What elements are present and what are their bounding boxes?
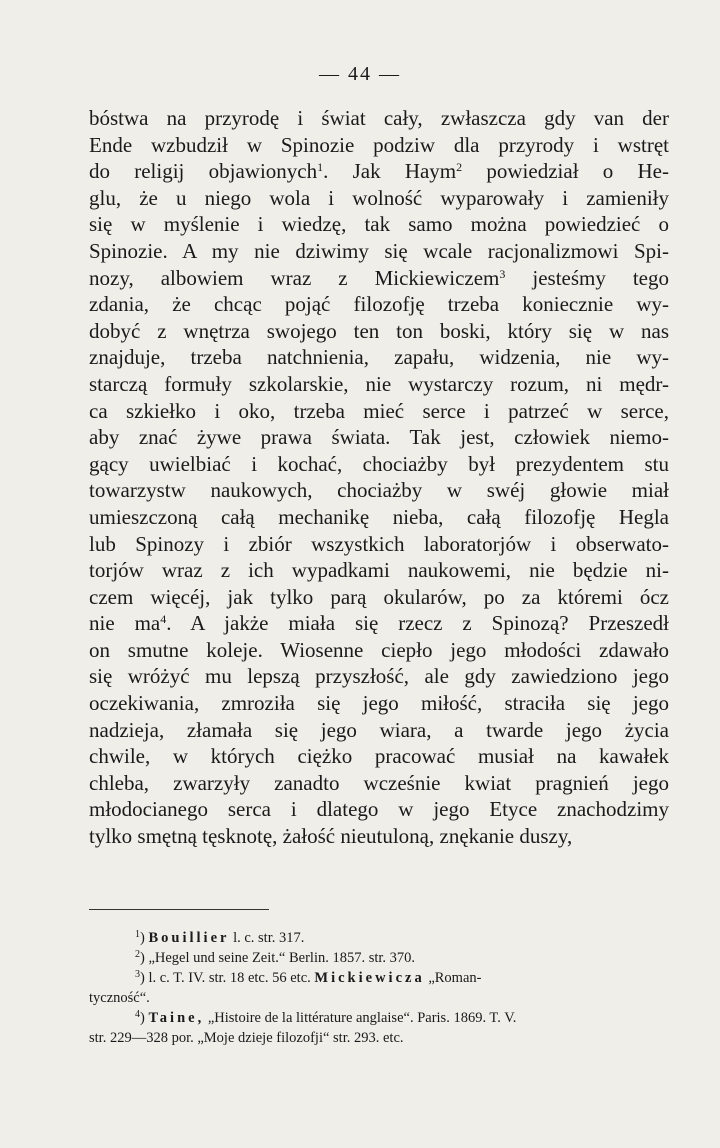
footnote-2: $^2$) „Hegel und seine Zeit.“ Berlin. 1857. str. 370.: [135, 949, 416, 966]
text-line: aby znać żywe prawa świata. Tak jest, człowiek niemo-: [89, 425, 669, 450]
text-line: dobyć z wnętrza swojego ten ton boski, który się w nas: [89, 318, 669, 343]
author-name: Taine,: [148, 1010, 205, 1026]
text-line: bóstwa na przyrodę i świat cały, zwłaszcza gdy van der: [89, 106, 669, 130]
footnote-text: „Roman-: [428, 970, 482, 986]
author-name: Bouillier: [148, 930, 230, 946]
text-line-part: . A jakże miała się rzecz z Spinozą? Przeszedł: [166, 611, 669, 636]
text-line: nadzieja, złamała się jego wiara, a twarde jego życia: [89, 717, 669, 742]
text-line: [89, 265, 669, 292]
footnote-marker: 2: [135, 949, 140, 960]
text-line-part: powiedział o He-: [462, 159, 669, 184]
text-line: starczą formuły szkolarskie, nie wystarczy rozum, ni mędr-: [89, 371, 669, 396]
footnote-divider: [89, 909, 269, 910]
text-line-part: nie ma: [89, 611, 161, 636]
footnote-3: $^3$) l. c. T. IV. str. 18 etc. 56 etc. Mickiewicza „Roman-: [135, 969, 482, 986]
text-line-part: do religij objawionych: [89, 159, 318, 184]
footnote-ref: 1: [317, 160, 324, 175]
text-line: ca szkiełko i oko, trzeba mieć serce i patrzeć w serce,: [89, 398, 669, 423]
text-line: chleba, zwarzyły zanadto wcześnie kwiat pragnień jego: [89, 770, 669, 795]
text-line: torjów wraz z ich wypadkami naukowemi, nie będzie ni-: [89, 558, 669, 583]
footnote-text: „Histoire de la littérature anglaise“. Paris. 1869. T. V.: [207, 1010, 517, 1026]
footnote-1: $^1$) Bouillier l. c. str. 317.: [135, 929, 305, 946]
footnote-4-cont: str. 229—328 por. „Moje dzieje filozofji“ str. 293. etc.: [89, 1030, 404, 1046]
text-line: towarzystw naukowych, chociażby w swéj głowie miał: [89, 478, 669, 503]
text-line: umieszczoną całą mechanikę nieba, całą filozofję Hegla: [89, 504, 669, 529]
text-line: Ende wzbudził w Spinozie podziw dla przyrody i wstręt: [89, 132, 669, 157]
text-line: tylko smętną tęsknotę, żałość nieutuloną, znękanie duszy,: [89, 824, 573, 849]
footnote-ref: 3: [499, 266, 506, 281]
footnote-3-cont: tyczność“.: [89, 990, 150, 1006]
footnote-4: $^4$) Taine, „Histoire de la littérature anglaise“. Paris. 1869. T. V.: [135, 1009, 517, 1026]
text-line: gący uwielbiać i kochać, chociażby był prezydentem stu: [89, 451, 669, 476]
text-line: znajduje, trzeba natchnienia, zapału, widzenia, nie wy-: [89, 345, 669, 370]
footnote-marker: 4: [135, 1009, 140, 1020]
text-line-part: . Jak Haym: [323, 159, 457, 184]
main-text: [89, 105, 669, 850]
text-line: Spinozie. A my nie dziwimy się wcale racjonalizmowi Spi-: [89, 238, 669, 263]
footnote-ref: 2: [456, 160, 463, 175]
author-name: Mickiewicza: [314, 970, 425, 986]
footnote-text: l. c. T. IV. str. 18 etc. 56 etc.: [148, 970, 311, 986]
text-line: lub Spinozy i zbiór wszystkich laboratorjów i obserwato-: [89, 531, 669, 556]
text-line: czem więcéj, jak tylko parą okularów, po za któremi ócz: [89, 584, 669, 609]
footnote-marker: 1: [135, 929, 140, 940]
text-line: [89, 610, 669, 637]
text-line: on smutne koleje. Wiosenne ciepło jego młodości zdawało: [89, 637, 669, 662]
footnotes: [89, 928, 669, 1048]
footnote-marker: 3: [135, 969, 140, 980]
text-line: glu, że u niego wola i wolność wyparowały i zamieniły: [89, 185, 669, 210]
text-line: się w myślenie i wiedzę, tak samo można powiedzieć o: [89, 212, 669, 237]
footnote-text: l. c. str. 317.: [229, 930, 305, 946]
text-line: [89, 158, 669, 185]
text-line: zdania, że chcąc pojąć filozofję trzeba koniecznie wy-: [89, 292, 669, 317]
footnote-ref: 4: [160, 612, 167, 627]
text-line: się wróżyć mu lepszą przyszłość, ale gdy zawiedziono jego: [89, 664, 669, 689]
footnote-text: „Hegel und seine Zeit.“ Berlin. 1857. str. 370.: [148, 950, 416, 966]
text-line: oczekiwania, zmroziła się jego miłość, straciła się jego: [89, 691, 669, 716]
text-line-part: jesteśmy tego: [505, 265, 669, 290]
text-line: młodocianego serca i dlatego w jego Etyce znachodzimy: [89, 797, 669, 822]
text-line: chwile, w których ciężko pracować musiał na kawałek: [89, 744, 669, 769]
text-line-part: nozy, albowiem wraz z Mickiewiczem: [89, 265, 500, 290]
page-number: — 44 —: [319, 63, 401, 85]
